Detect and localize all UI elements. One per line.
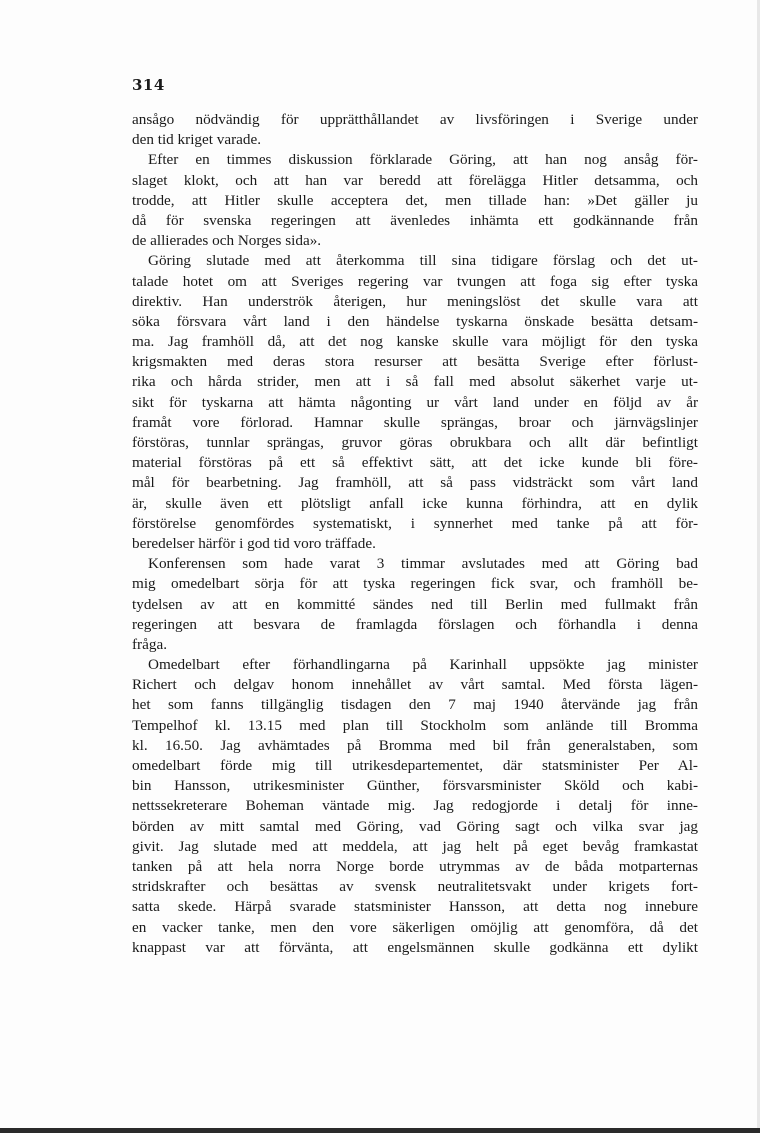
paragraph-start-line: Efter en timmes diskussion förklarade Göring, att han nog ansåg för- <box>148 151 698 169</box>
body-text <box>132 110 698 978</box>
text-line: knappast var att förvänta, att engelsmännen skulle godkänna ett dylikt <box>132 938 698 956</box>
text-line: förstörelse genomfördes systematiskt, i synnerhet med tanke på att för- <box>132 514 698 532</box>
text-line: krigsmakten med deras stora resurser att besätta Sverige efter förlust- <box>132 353 698 371</box>
text-line: trodde, att Hitler skulle acceptera det, men tillade han: »Det gäller ju <box>132 191 698 209</box>
text-line: är, skulle även ett plötsligt anfall icke kunna förhindra, att en dylik <box>132 494 698 512</box>
text-line: börden av mitt samtal med Göring, vad Göring sagt och vilka svar jag <box>132 817 698 835</box>
page-bottom-edge <box>0 1128 760 1133</box>
text-line: tydelsen av att en kommitté sändes ned till Berlin med fullmakt från <box>132 595 698 613</box>
text-line: Richert och delgav honom innehållet av vårt samtal. Med första lägen- <box>132 676 698 694</box>
page-number: 314 <box>132 76 165 94</box>
text-line: omedelbart förde mig till utrikesdepartementet, där statsminister Per Al- <box>132 757 698 774</box>
text-line: rika och hårda strider, men att i så fall med absolut säkerhet varje ut- <box>132 373 698 391</box>
paragraph-start-line: Omedelbart efter förhandlingarna på Karinhall uppsökte jag minister <box>148 656 698 674</box>
text-line: het som fanns tillgänglig tisdagen den 7 maj 1940 återvände jag från <box>132 696 698 714</box>
text-line <box>132 958 698 978</box>
text-line: beredelser härför i god tid voro träffade. <box>132 534 376 552</box>
text-line: en vacker tanke, men den vore säkerligen omöjlig att genomföra, då det <box>132 918 698 936</box>
text-line: då för svenska regeringen att ävenledes inhämta ett godkännande från <box>132 211 698 229</box>
text-line: sikt för tyskarna att hämta någonting ur vårt land under en följd av år <box>132 393 698 411</box>
text-line: mig omedelbart sörja för att tyska regeringen fick svar, och framhöll be- <box>132 575 698 593</box>
text-line: de allierades och Norges sida». <box>132 232 322 250</box>
text-line: fråga. <box>132 635 167 653</box>
text-line: givit. Jag slutade med att meddela, att jag helt på eget bevåg framkastat <box>132 837 698 855</box>
text-line: satta skede. Härpå svarade statsminister Hansson, att detta nog innebure <box>132 898 698 916</box>
text-line: talade hotet om att Sveriges regering var tvungen att foga sig efter tyska <box>132 272 698 290</box>
paragraph-start-line: Göring slutade med att återkomma till sina tidigare förslag och det ut- <box>148 252 698 270</box>
text-line: regeringen att besvara de framlagda förslagen och förhandla i denna <box>132 615 698 633</box>
paragraph-start-line: Konferensen som hade varat 3 timmar avslutades med att Göring bad <box>148 555 698 573</box>
text-line: material förstöras på ett så effektivt sätt, att det icke kunde bli före- <box>132 454 698 472</box>
text-line: framåt vore förlorad. Hamnar skulle sprängas, broar och järnvägslinjer <box>132 413 698 431</box>
text-line: mål för bearbetning. Jag framhöll, att så pass vidsträckt som vårt land <box>132 474 698 492</box>
text-line: den tid kriget varade. <box>132 131 262 149</box>
text-line: bin Hansson, utrikesminister Günther, försvarsminister Sköld och kabi- <box>132 777 698 795</box>
text-line: kl. 16.50. Jag avhämtades på Bromma med bil från generalstaben, som <box>132 736 698 754</box>
text-line: slaget klokt, och att han var beredd att förelägga Hitler detsamma, och <box>132 171 698 189</box>
text-line: förstöras, tunnlar sprängas, gruvor göras obrukbara och allt där befintligt <box>132 434 698 451</box>
text-line: söka försvara vårt land i den händelse tyskarna önskade besätta detsam- <box>132 312 698 330</box>
text-line: ansågo nödvändig för upprätthållandet av livsföringen i Sverige under <box>132 111 698 128</box>
text-line: ma. Jag framhöll då, att det nog kanske skulle vara möjligt för den tyska <box>132 333 698 351</box>
text-line: direktiv. Han underströk återigen, hur meningslöst det skulle vara att <box>132 292 698 310</box>
text-line: stridskrafter och besättas av svensk neutralitetsvakt under krigets fort- <box>132 878 698 896</box>
text-line: nettssekreterare Boheman väntade mig. Jag redogjorde i detalj för inne- <box>132 797 698 815</box>
text-line: Tempelhof kl. 13.15 med plan till Stockholm som anlände till Bromma <box>132 716 698 734</box>
text-line: tanken på att hela norra Norge borde utrymmas av de båda motparternas <box>132 857 698 875</box>
